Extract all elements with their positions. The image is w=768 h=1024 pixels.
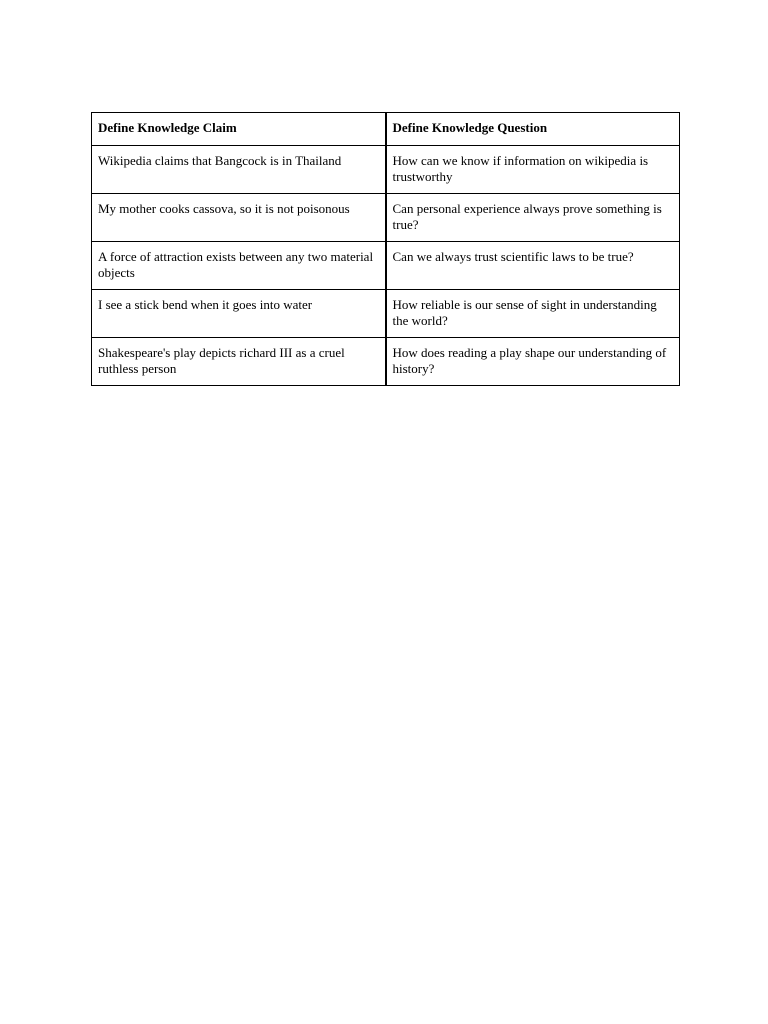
knowledge-table bbox=[91, 112, 680, 386]
header-knowledge-question: Define Knowledge Question bbox=[386, 113, 680, 146]
table-row bbox=[92, 146, 680, 194]
table-header-row bbox=[92, 113, 680, 146]
table-row bbox=[92, 290, 680, 338]
question-cell: Can we always trust scientific laws to be true? bbox=[386, 242, 680, 290]
question-cell: How can we know if information on wikipedia is trustworthy bbox=[386, 146, 680, 194]
table-row bbox=[92, 194, 680, 242]
header-knowledge-claim: Define Knowledge Claim bbox=[92, 113, 386, 146]
claim-cell: My mother cooks cassova, so it is not poisonous bbox=[92, 194, 386, 242]
question-cell: Can personal experience always prove something is true? bbox=[386, 194, 680, 242]
question-cell: How does reading a play shape our understanding of history? bbox=[386, 338, 680, 386]
question-cell: How reliable is our sense of sight in understanding the world? bbox=[386, 290, 680, 338]
table-row bbox=[92, 242, 680, 290]
claim-cell: I see a stick bend when it goes into water bbox=[92, 290, 386, 338]
claim-cell: Shakespeare's play depicts richard III as a cruel ruthless person bbox=[92, 338, 386, 386]
table-row bbox=[92, 338, 680, 386]
claim-cell: A force of attraction exists between any two material objects bbox=[92, 242, 386, 290]
claim-cell: Wikipedia claims that Bangcock is in Thailand bbox=[92, 146, 386, 194]
